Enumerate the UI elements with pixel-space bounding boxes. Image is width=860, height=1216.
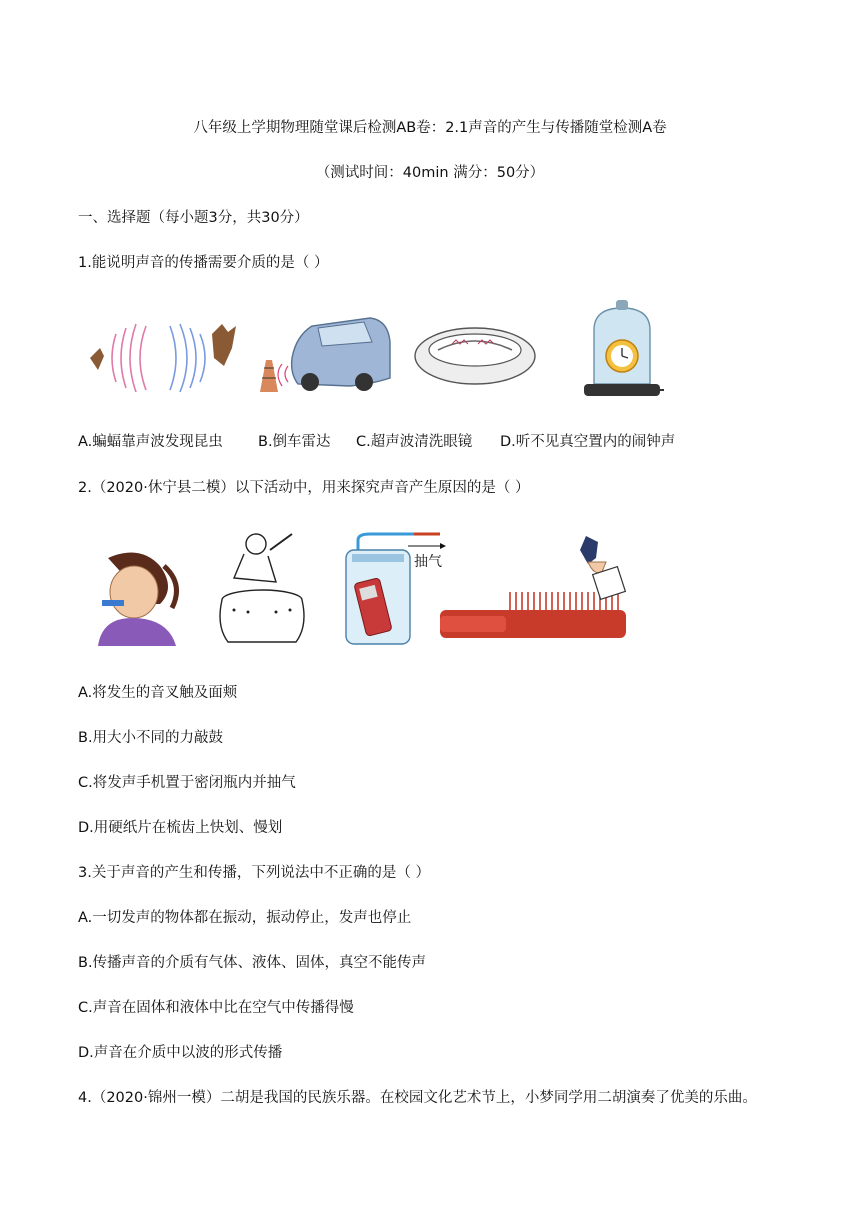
q2-option-c: C.将发声手机置于密闭瓶内并抽气 bbox=[78, 775, 296, 791]
reversing-radar-image bbox=[252, 312, 392, 394]
question-1-stem: 1.能说明声音的传播需要介质的是（ ） bbox=[78, 255, 329, 271]
comb-card-image bbox=[436, 532, 630, 644]
question-1-options bbox=[78, 432, 675, 452]
q1-option-d: D.听不见真空置内的闹钟声 bbox=[500, 434, 676, 450]
ultrasonic-cleaner-image bbox=[412, 318, 538, 388]
pump-air-label: 抽气 bbox=[414, 554, 442, 570]
q2-option-d: D.用硬纸片在梳齿上快划、慢划 bbox=[78, 820, 283, 836]
q1-option-c: C.超声波清洗眼镜 bbox=[356, 434, 473, 450]
q3-option-b: B.传播声音的介质有气体、液体、固体，真空不能传声 bbox=[78, 955, 427, 971]
question-4-stem: 4.（2020·锦州一模）二胡是我国的民族乐器。在校园文化艺术节上，小梦同学用二胡演奏了优美的乐曲。 bbox=[78, 1090, 757, 1106]
bell-jar-clock-image bbox=[580, 300, 664, 404]
q3-option-a: A.一切发声的物体都在振动，振动停止，发声也停止 bbox=[78, 910, 412, 926]
q1-option-a: A.蝙蝠靠声波发现昆虫 bbox=[78, 434, 223, 450]
q2-option-b: B.用大小不同的力敲鼓 bbox=[78, 730, 224, 746]
drum-image bbox=[214, 530, 310, 648]
section-heading: 一、选择题（每小题3分，共30分） bbox=[78, 210, 309, 226]
q3-option-d: D.声音在介质中以波的形式传播 bbox=[78, 1045, 283, 1061]
question-3-stem: 3.关于声音的产生和传播，下列说法中不正确的是（ ） bbox=[78, 865, 430, 881]
question-2-stem: 2.（2020·休宁县二模）以下活动中，用来探究声音产生原因的是（ ） bbox=[78, 480, 530, 496]
q2-option-a: A.将发生的音叉触及面颊 bbox=[78, 685, 238, 701]
page-title: 八年级上学期物理随堂课后检测AB卷：2.1声音的产生与传播随堂检测A卷 bbox=[193, 120, 667, 136]
q1-option-b: B.倒车雷达 bbox=[258, 434, 331, 450]
q3-option-c: C.声音在固体和液体中比在空气中传播得慢 bbox=[78, 1000, 354, 1016]
tuning-fork-cheek-image bbox=[80, 544, 184, 646]
bat-echolocation-image bbox=[86, 318, 236, 398]
exam-info: （测试时间：40min 满分：50分） bbox=[315, 165, 545, 181]
